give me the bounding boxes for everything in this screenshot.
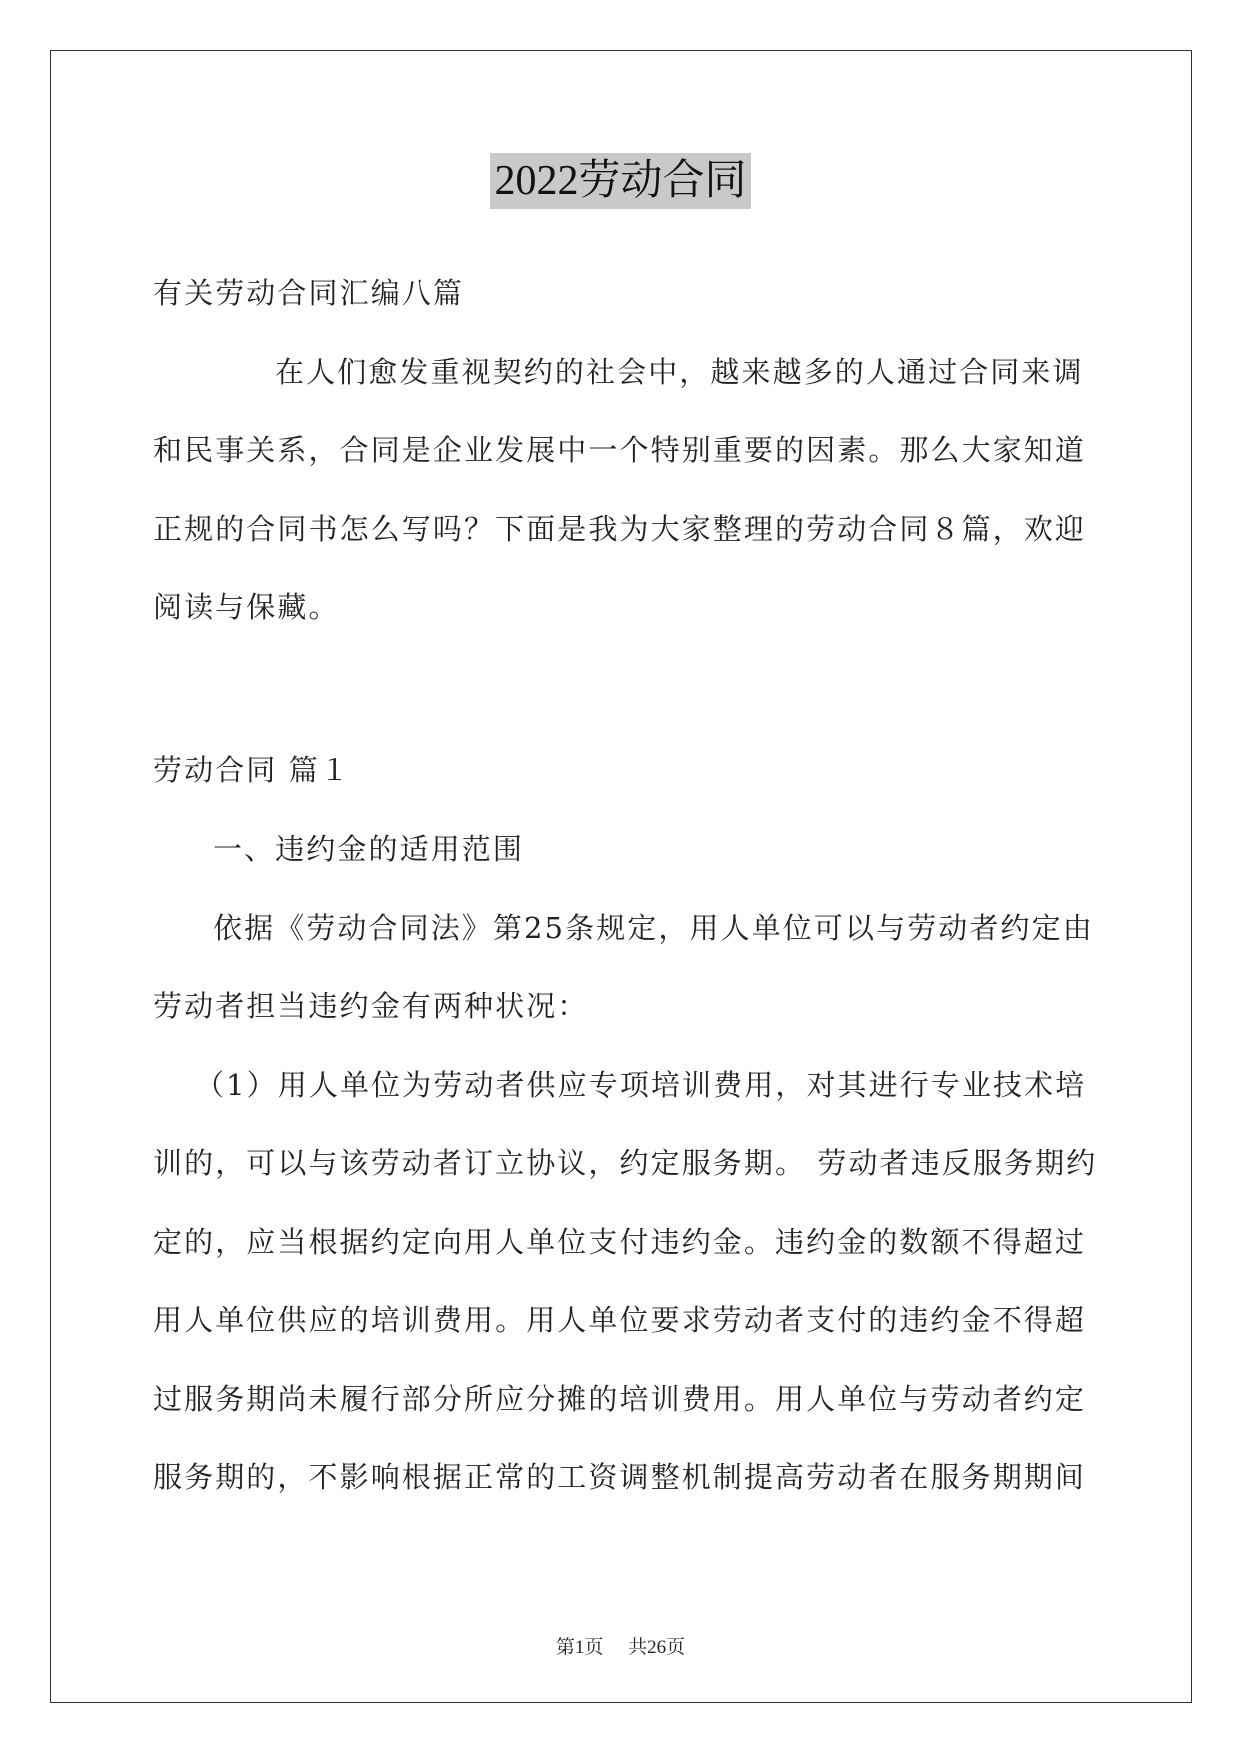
paragraph-line: 在人们愈发重视契约的社会中，越来越多的人通过合同来调 — [275, 355, 1084, 389]
paragraph-line: 正规的合同书怎么写吗？下面是我为大家整理的劳动合同８篇，欢迎 — [153, 512, 1087, 546]
title-container — [0, 153, 1241, 209]
paragraph-line: 定的，应当根据约定向用人单位支付违约金。违约金的数额不得超过 — [153, 1225, 1087, 1259]
paragraph-line: 依据《劳动合同法》第25条规定，用人单位可以与劳动者约定由 — [213, 911, 1094, 945]
paragraph-line: （1）用人单位为劳动者供应专项培训费用，对其进行专业技术培 — [195, 1068, 1087, 1102]
page-number: 第1页 — [555, 1637, 604, 1658]
paragraph-line: 劳动者担当违约金有两种状况： — [153, 989, 589, 1023]
paragraph-line: 训的，可以与该劳动者订立协议，约定服务期。 劳动者违反服务期约 — [153, 1146, 1098, 1180]
paragraph-line: 和民事关系，合同是企业发展中一个特别重要的因素。那么大家知道 — [153, 433, 1087, 467]
subtitle: 有关劳动合同汇编八篇 — [153, 276, 465, 310]
page-footer — [0, 1632, 1241, 1659]
paragraph-line: 用人单位供应的培训费用。用人单位要求劳动者支付的违约金不得超 — [153, 1303, 1087, 1337]
page-total: 共26页 — [628, 1637, 686, 1658]
paragraph-line: 过服务期尚未履行部分所应分摊的培训费用。用人单位与劳动者约定 — [153, 1382, 1087, 1416]
section-heading: 劳动合同 篇１ — [153, 753, 351, 787]
paragraph-line: 服务期的，不影响根据正常的工资调整机制提高劳动者在服务期期间 — [153, 1460, 1087, 1494]
document-title: 2022劳动合同 — [490, 153, 750, 209]
paragraph-line: 阅读与保藏。 — [153, 590, 340, 624]
subsection-heading: 一、违约金的适用范围 — [213, 832, 525, 866]
